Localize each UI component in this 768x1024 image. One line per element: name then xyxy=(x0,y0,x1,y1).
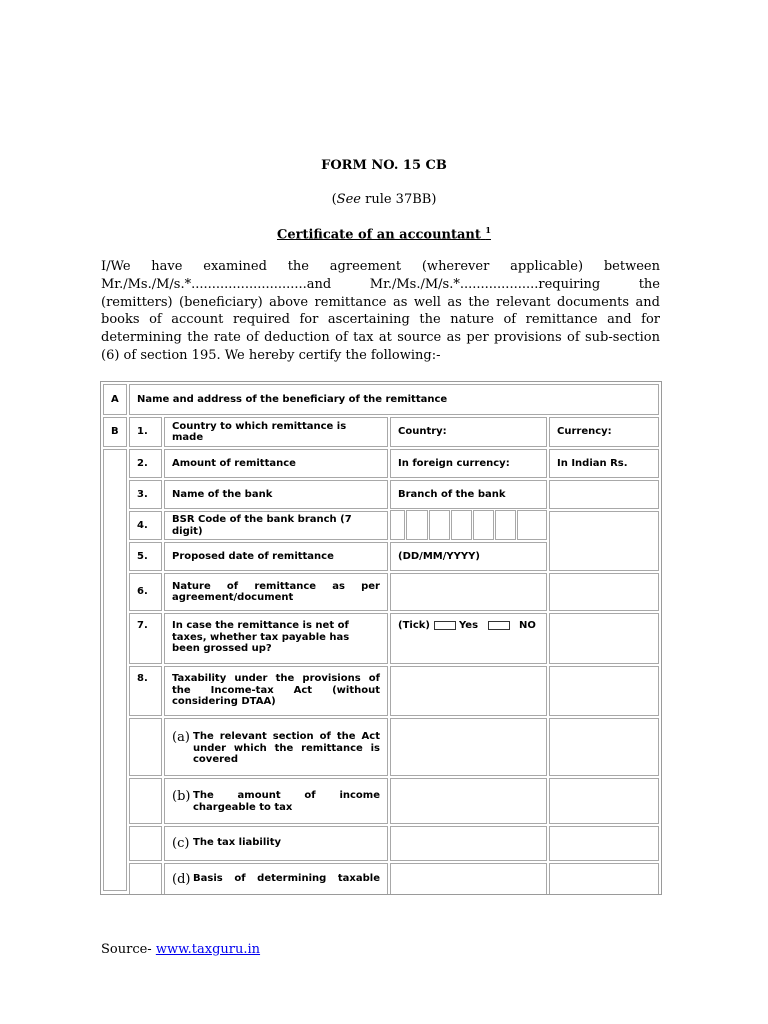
certificate-title-text: Certificate of an accountant xyxy=(276,227,481,243)
sub-a-text: The relevant section of the Act under which the remittance is covered xyxy=(193,731,380,765)
row-8-number: 8. xyxy=(129,666,162,716)
bsr-digit-box[interactable] xyxy=(473,510,494,540)
source-link[interactable]: www.taxguru.in xyxy=(155,942,261,957)
row-1-number: 1. xyxy=(129,417,162,447)
row-4-label: BSR Code of the bank branch (7 digit) xyxy=(164,511,388,540)
bsr-digit-box[interactable] xyxy=(495,510,516,540)
source-line xyxy=(101,942,260,957)
footnote-marker: 1 xyxy=(485,225,491,235)
sub-item-d xyxy=(164,863,388,895)
sub-d-right-cell[interactable] xyxy=(549,863,659,895)
form-title: FORM NO. 15 CB xyxy=(321,158,447,173)
sub-d-letter: (d) xyxy=(172,872,191,887)
sub-a-number-cell xyxy=(129,718,162,776)
row-5-label: Proposed date of remittance xyxy=(164,542,388,571)
nature-of-remittance-field[interactable] xyxy=(390,573,547,611)
sub-item-a xyxy=(164,718,388,776)
bsr-digit-box[interactable] xyxy=(390,510,405,540)
sub-d-number-cell xyxy=(129,863,162,895)
form-table xyxy=(100,381,662,895)
row-4-5-right-cell[interactable] xyxy=(549,511,659,571)
row-7-right-cell[interactable] xyxy=(549,613,659,664)
sub-d-text: Basis of determining taxable xyxy=(193,873,380,884)
sub-b-text: The amount of income chargeable to tax xyxy=(193,790,380,813)
row-a-label: A xyxy=(103,384,127,415)
tick-label: (Tick) xyxy=(398,620,430,631)
grossed-up-tick-field xyxy=(390,613,547,664)
row-b-column xyxy=(103,449,127,891)
row-3-label: Name of the bank xyxy=(164,480,388,509)
beneficiary-name-address: Name and address of the beneficiary of the remittance xyxy=(129,384,659,415)
basis-of-determining-field[interactable] xyxy=(390,863,547,895)
row-6-right-cell[interactable] xyxy=(549,573,659,611)
relevant-section-field[interactable] xyxy=(390,718,547,776)
rule-open: ( xyxy=(331,192,337,207)
sub-a-letter: (a) xyxy=(172,730,190,745)
row-7-number: 7. xyxy=(129,613,162,664)
sub-c-text: The tax liability xyxy=(193,837,282,848)
rule-reference xyxy=(0,192,768,207)
bank-branch-field[interactable]: Branch of the bank xyxy=(390,480,547,509)
sub-item-b xyxy=(164,778,388,824)
tick-yes-checkbox[interactable] xyxy=(434,621,456,630)
row-6-label: Nature of remittance as per agreement/document xyxy=(164,573,388,611)
sub-b-letter: (b) xyxy=(172,789,191,804)
tax-liability-field[interactable] xyxy=(390,826,547,861)
indian-rupees-amount-field[interactable]: In Indian Rs. xyxy=(549,449,659,478)
row-8-right-cell[interactable] xyxy=(549,666,659,716)
remittance-date-field[interactable]: (DD/MM/YYYY) xyxy=(390,542,547,571)
sub-b-right-cell[interactable] xyxy=(549,778,659,824)
row-8-label: Taxability under the provisions of the Income-tax Act (without considering DTAA) xyxy=(164,666,388,716)
intro-paragraph: I/We have examined the agreement (wherever applicable) between Mr./Ms./M/s.*............................and Mr./Ms./M/s.*...................requiring the (remitters) (beneficiary) above remittance as well as the relevant documents and books of account required for ascertaining the nature of remittance and for determining the rate of deduction of tax at source as per provisions of sub-section (6) of section 195. We hereby certify the following:- xyxy=(101,259,660,363)
sub-a-right-cell[interactable] xyxy=(549,718,659,776)
yes-label: Yes xyxy=(458,620,479,631)
rule-see: See xyxy=(336,192,361,207)
row-b-label: B xyxy=(103,417,127,447)
row-1-label: Country to which remittance is made xyxy=(164,417,388,447)
foreign-currency-amount-field[interactable]: In foreign currency: xyxy=(390,449,547,478)
sub-c-letter: (c) xyxy=(172,836,190,851)
source-prefix: Source- xyxy=(101,942,156,957)
row-5-number: 5. xyxy=(129,542,162,571)
sub-c-number-cell xyxy=(129,826,162,861)
bsr-digit-box[interactable] xyxy=(406,510,428,540)
sub-b-number-cell xyxy=(129,778,162,824)
row-3-number: 3. xyxy=(129,480,162,509)
income-chargeable-field[interactable] xyxy=(390,778,547,824)
bsr-digit-box[interactable] xyxy=(517,510,547,540)
rule-rest: rule 37BB) xyxy=(360,192,437,207)
row-2-number: 2. xyxy=(129,449,162,478)
row-6-number: 6. xyxy=(129,573,162,611)
sub-item-c xyxy=(164,826,388,861)
taxability-field[interactable] xyxy=(390,666,547,716)
sub-c-right-cell[interactable] xyxy=(549,826,659,861)
currency-field[interactable]: Currency: xyxy=(549,417,659,447)
bank-name-value-field[interactable] xyxy=(549,480,659,509)
country-field[interactable]: Country: xyxy=(390,417,547,447)
row-4-number: 4. xyxy=(129,511,162,540)
bsr-digit-box[interactable] xyxy=(429,510,450,540)
no-label: NO xyxy=(519,620,536,631)
tick-no-checkbox[interactable] xyxy=(488,621,510,630)
bsr-digit-box[interactable] xyxy=(451,510,472,540)
bsr-code-field[interactable] xyxy=(390,510,547,540)
certificate-title xyxy=(0,225,768,242)
row-2-label: Amount of remittance xyxy=(164,449,388,478)
row-7-label: In case the remittance is net of taxes, whether tax payable has been grossed up? xyxy=(164,613,388,664)
